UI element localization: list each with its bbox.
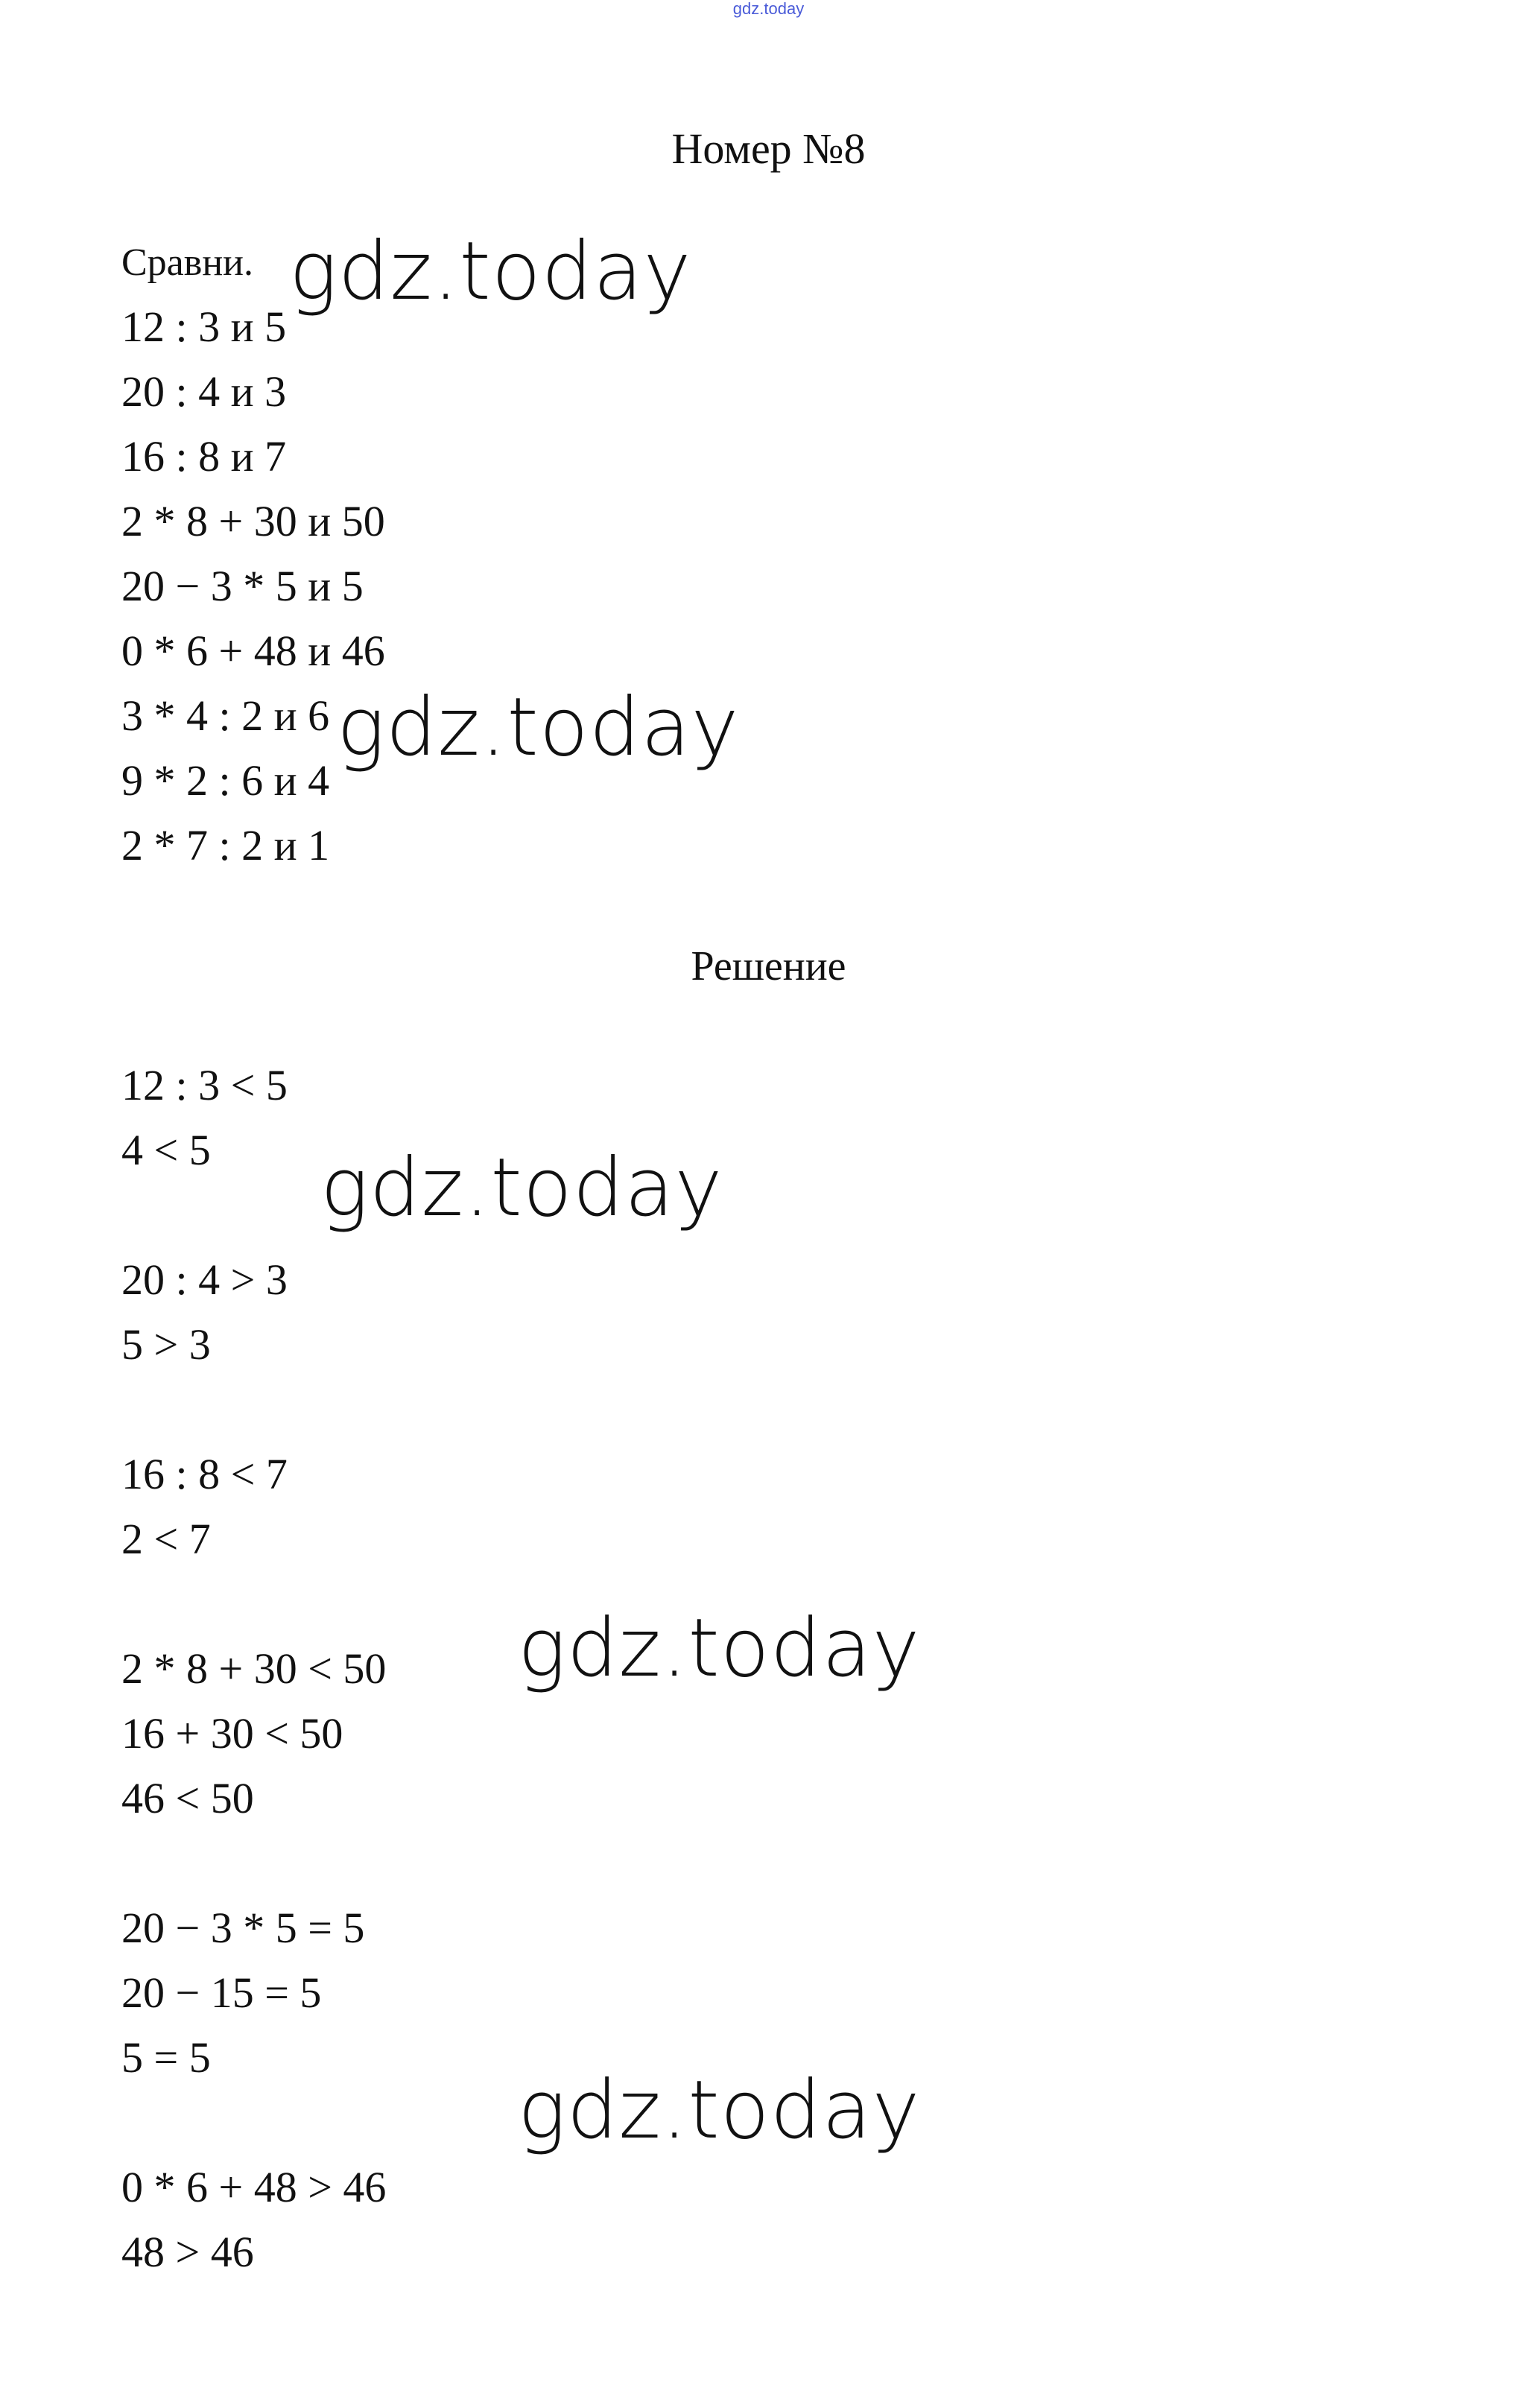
task-item: 3 * 4 : 2 и 6 xyxy=(121,691,330,740)
solution-line: 0 * 6 + 48 > 46 xyxy=(121,2163,387,2211)
watermark: gdz.today xyxy=(518,2064,921,2157)
watermark: gdz.today xyxy=(337,681,740,774)
watermark: gdz.today xyxy=(320,1141,723,1235)
task-item: 2 * 7 : 2 и 1 xyxy=(121,821,330,869)
task-item: 16 : 8 и 7 xyxy=(121,432,287,481)
solution-line: 2 < 7 xyxy=(121,1515,211,1563)
task-item: 12 : 3 и 5 xyxy=(121,302,287,351)
watermark: gdz.today xyxy=(289,225,692,318)
task-item: 9 * 2 : 6 и 4 xyxy=(121,756,330,805)
header-site-mark: gdz.today xyxy=(732,0,805,18)
task-item: 0 * 6 + 48 и 46 xyxy=(121,627,385,675)
solution-line: 48 > 46 xyxy=(121,2228,254,2276)
solution-line: 2 * 8 + 30 < 50 xyxy=(121,1644,387,1693)
solution-heading: Решение xyxy=(691,943,846,989)
solution-line: 20 − 3 * 5 = 5 xyxy=(121,1904,365,1952)
solution-line: 5 > 3 xyxy=(121,1320,211,1369)
task-item: 20 − 3 * 5 и 5 xyxy=(121,562,364,610)
solution-line: 12 : 3 < 5 xyxy=(121,1061,288,1109)
solution-line: 16 : 8 < 7 xyxy=(121,1450,288,1498)
solution-line: 20 − 15 = 5 xyxy=(121,1968,322,2017)
task-item: 20 : 4 и 3 xyxy=(121,367,287,416)
task-label: Сравни. xyxy=(121,241,253,284)
page-title: Номер №8 xyxy=(671,124,866,173)
solution-line: 5 = 5 xyxy=(121,2033,211,2082)
task-item: 2 * 8 + 30 и 50 xyxy=(121,497,385,545)
watermark: gdz.today xyxy=(518,1602,921,1695)
solution-line: 20 : 4 > 3 xyxy=(121,1255,288,1304)
solution-line: 4 < 5 xyxy=(121,1126,211,1174)
solution-line: 46 < 50 xyxy=(121,1774,254,1822)
solution-line: 16 + 30 < 50 xyxy=(121,1709,343,1758)
